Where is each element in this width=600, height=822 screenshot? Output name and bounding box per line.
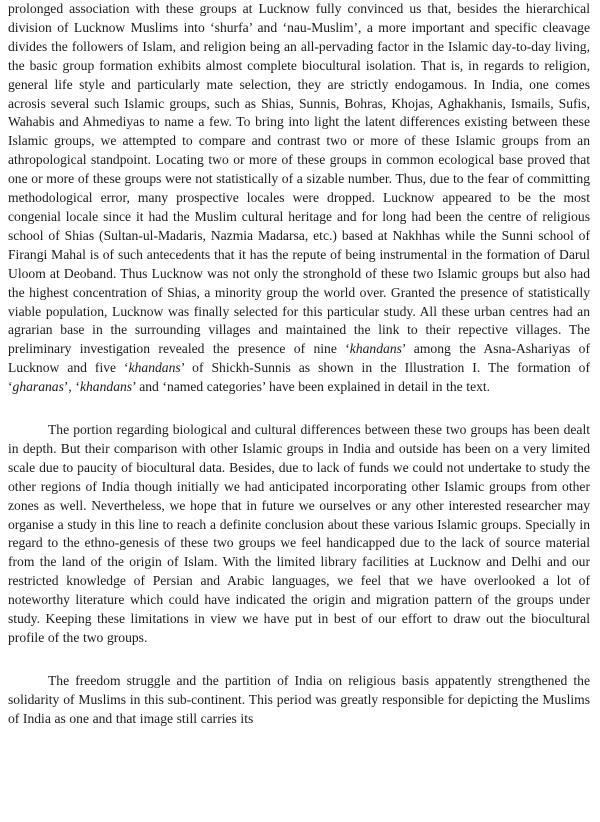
italic-term-khandans: khandans: [79, 379, 133, 395]
paragraph-1: [8, 0, 590, 397]
paragraph-1-text: ’ among the Asna-Ashariyas of Lucknow and five ‘: [8, 341, 590, 376]
paragraph-2: The portion regarding biological and cultural differences between these two groups has been dealt in depth. But their comparison with other Islamic groups in India and outside has been on a very limited scale due to paucity of biocultural data. Besides, due to lack of funds we could not undertake to study the other regions of India though initially we had anticipated incorporating other Islamic groups from other zones as well. Nevertheless, we hope that in future we ourselves or any other interested researcher may organise a study in this line to reach a definite conclusion about these various Islamic groups. Specially in regard to the ethno-genesis of these two groups we feel handicapped due to the lack of source material from the land of the origin of Islam. With the limited library facilities at Lucknow and Delhi and our restricted knowledge of Persian and Arabic languages, we feel that we have overlooked a lot of noteworthy literature which could have indicated the origin and migration pattern of the groups under study. Keeping these limitations in view we have put in best of our effort to draw out the biocultural profile of the two groups.: [8, 422, 590, 645]
italic-term-gharanas: gharanas: [12, 379, 64, 395]
paragraph-3: The freedom struggle and the partition of India on religious basis appatently strengthened the solidarity of Muslims in this sub-continent. This period was greatly responsible for depicting the Muslims of India as one and that image still carries its: [8, 672, 590, 726]
italic-term-khandans: khandans: [128, 360, 181, 376]
italic-term-khandans: khandans: [349, 341, 402, 357]
paragraph-1-text: ’, ‘: [63, 379, 80, 395]
paragraph-1-text: ’ and ‘named categories’ have been explained in detail in the text.: [132, 379, 491, 395]
paragraph-1-text: prolonged association with these groups at Lucknow fully convinced us that, besides the hierarchical division of Lucknow Muslims into ‘shurfa’ and ‘nau-Muslim’, a more important and specific cleavage divides the followers of Islam, and religion being an all-pervading factor in the Islamic day-to-day living, the basic group formation exhibits almost complete biocultural isolation. That is, in regards to religion, general life style and particularly mate selection, they are strictly endogamous. In India, one comes acrosis several such Islamic groups, such as Shias, Sunnis, Bohras, Khojas, Aghakhanis, Ismails, Sufis, Wahabis and Ahmediyas to name a few. To bring into light the latent differences existing between these Islamic groups, we attempted to compare and contrast two or more of these Islamic groups from an athropological standpoint. Locating two or more of these groups in common ecological base proved that one or more of these groups were not statistically of a sizable number. Thus, due to the fear of committing methodological error, many prospective locales were dropped. Lucknow appeared to be the most congenial locale since it had the Muslim cultural heritage and for long had been the centre of religious school of Shias (Sultan-ul-Madaris, Nazmia Madarsa, etc.) based at Nakhhas while the Sunni school of Firangi Mahal is of such antecedents that it has the repute of being instrumental in the formation of Darul Uloom at Deoband. Thus Lucknow was not only the stronghold of these two Islamic groups but also had the highest concentration of Shias, a minority group the world over. Granted the presence of statistically viable population, Lucknow was finally selected for this particular study. All these urban centres had an agrarian base in the surrounding villages and maintained the link to their repective villages. The preliminary investigation revealed the presence of nine ‘: [8, 1, 590, 357]
paragraph-1-text: ’ of Shickh-Sunnis as shown in the Illustration I. The formation of ‘: [8, 360, 590, 395]
